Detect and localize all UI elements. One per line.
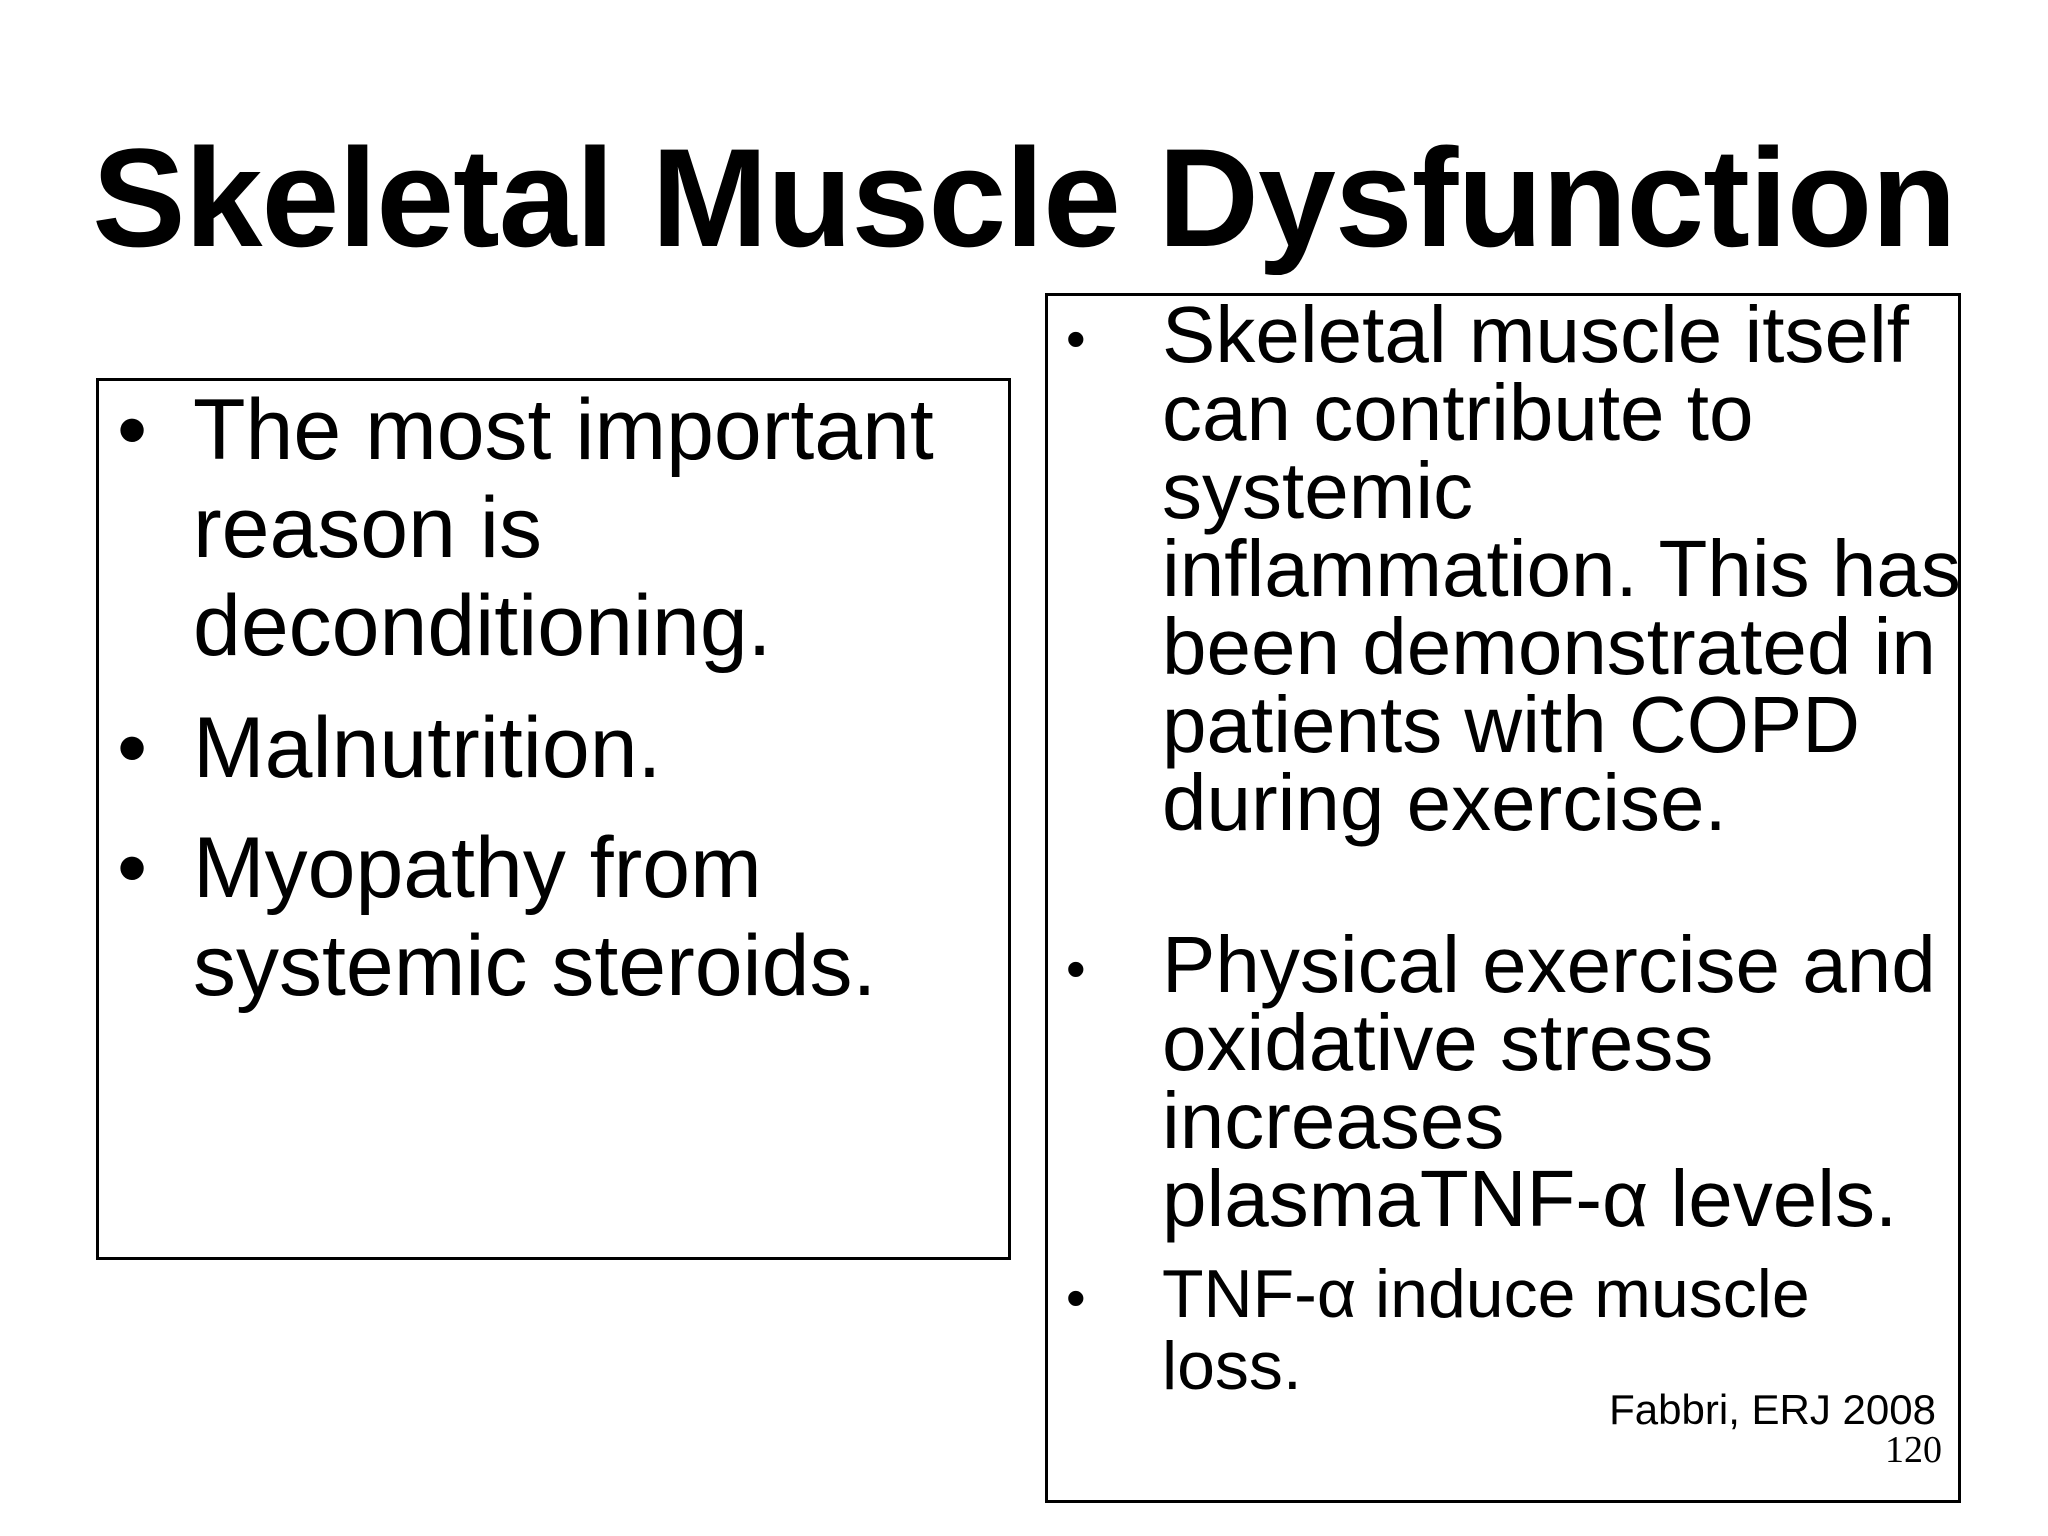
bullet-icon: • bbox=[1066, 937, 1086, 1000]
right-bullet-text-1: Skeletal muscle itself can contribute to systemic inflammation. This has been demonstrated in patients with COPD during exercise. bbox=[1162, 290, 1961, 847]
left-content-box bbox=[96, 378, 1011, 1260]
page-number: 120 bbox=[1885, 1429, 1942, 1471]
bullet-icon: • bbox=[117, 820, 148, 916]
bullet-icon: • bbox=[117, 700, 148, 796]
left-bullet-text-2: Malnutrition. bbox=[193, 700, 662, 796]
right-bullet-text-2: Physical exercise and oxidative stress increases plasmaTNF-α levels. bbox=[1162, 920, 1936, 1243]
bullet-icon: • bbox=[1066, 1266, 1086, 1329]
right-bullet-item-3 bbox=[1066, 1258, 1962, 1402]
left-bullet-item-2 bbox=[117, 699, 1013, 797]
slide-title: Skeletal Muscle Dysfunction bbox=[92, 119, 1956, 276]
bullet-icon: • bbox=[1066, 307, 1086, 370]
left-bullet-item-3 bbox=[117, 819, 1013, 1015]
left-bullet-item-1 bbox=[117, 381, 1013, 675]
citation: Fabbri, ERJ 2008 bbox=[1609, 1386, 1936, 1433]
left-bullet-text-1: The most important reason is deconditioning. bbox=[193, 382, 934, 674]
right-bullet-item-2 bbox=[1066, 920, 1962, 1243]
right-content-box bbox=[1045, 290, 1961, 1503]
right-bullet-text-3: TNF-α induce muscle loss. bbox=[1162, 1256, 1810, 1404]
right-bullet-item-1 bbox=[1066, 290, 1962, 847]
left-bullet-text-3: Myopathy from systemic steroids. bbox=[193, 820, 877, 1014]
bullet-icon: • bbox=[117, 382, 148, 478]
